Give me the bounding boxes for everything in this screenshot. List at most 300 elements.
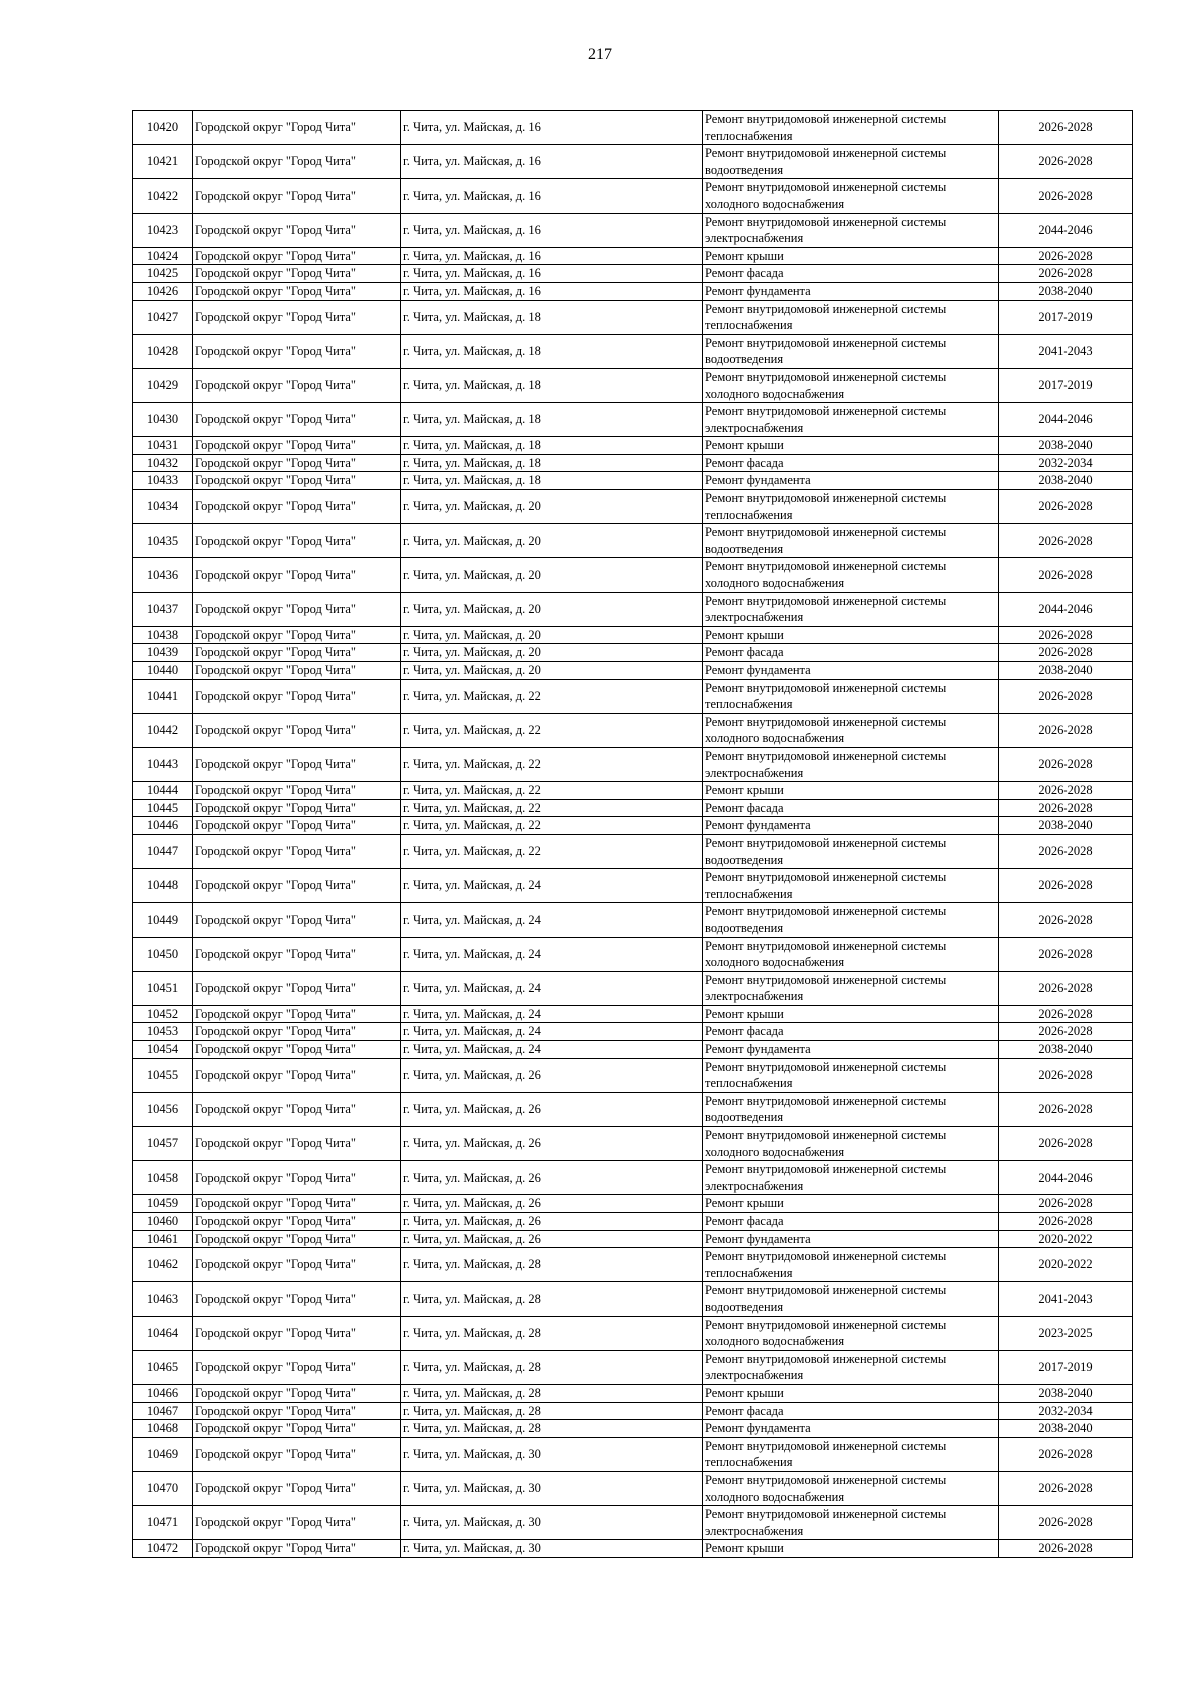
table-row — [133, 1282, 1133, 1316]
table-row — [133, 1316, 1133, 1350]
row-number-cell: 10438 — [133, 626, 193, 644]
row-number-cell: 10436 — [133, 558, 193, 592]
table-row — [133, 782, 1133, 800]
row-number-cell: 10434 — [133, 490, 193, 524]
period-cell: 2026-2028 — [999, 1005, 1133, 1023]
period-cell: 2026-2028 — [999, 834, 1133, 868]
work-type-cell: Ремонт внутридомовой инженерной системы холодного водоснабжения — [703, 1471, 999, 1505]
work-type-cell: Ремонт внутридомовой инженерной системы водоотведения — [703, 1282, 999, 1316]
work-type-cell: Ремонт внутридомовой инженерной системы водоотведения — [703, 834, 999, 868]
period-cell: 2026-2028 — [999, 937, 1133, 971]
period-cell: 2026-2028 — [999, 1437, 1133, 1471]
address-cell: г. Чита, ул. Майская, д. 18 — [401, 472, 703, 490]
table-row — [133, 1540, 1133, 1558]
work-type-cell: Ремонт фасада — [703, 1402, 999, 1420]
municipality-cell: Городской округ "Город Чита" — [193, 1213, 401, 1231]
municipality-cell: Городской округ "Город Чита" — [193, 817, 401, 835]
address-cell: г. Чита, ул. Майская, д. 16 — [401, 265, 703, 283]
address-cell: г. Чита, ул. Майская, д. 30 — [401, 1437, 703, 1471]
period-cell: 2038-2040 — [999, 817, 1133, 835]
period-cell: 2026-2028 — [999, 1213, 1133, 1231]
period-cell: 2044-2046 — [999, 213, 1133, 247]
period-cell: 2026-2028 — [999, 1195, 1133, 1213]
municipality-cell: Городской округ "Город Чита" — [193, 1005, 401, 1023]
address-cell: г. Чита, ул. Майская, д. 26 — [401, 1161, 703, 1195]
municipality-cell: Городской округ "Город Чита" — [193, 558, 401, 592]
row-number-cell: 10458 — [133, 1161, 193, 1195]
work-type-cell: Ремонт внутридомовой инженерной системы холодного водоснабжения — [703, 937, 999, 971]
period-cell: 2026-2028 — [999, 747, 1133, 781]
work-type-cell: Ремонт фундамента — [703, 1230, 999, 1248]
address-cell: г. Чита, ул. Майская, д. 28 — [401, 1420, 703, 1438]
work-type-cell: Ремонт внутридомовой инженерной системы электроснабжения — [703, 1506, 999, 1540]
municipality-cell: Городской округ "Город Чита" — [193, 1384, 401, 1402]
address-cell: г. Чита, ул. Майская, д. 18 — [401, 300, 703, 334]
work-type-cell: Ремонт внутридомовой инженерной системы электроснабжения — [703, 1161, 999, 1195]
address-cell: г. Чита, ул. Майская, д. 26 — [401, 1213, 703, 1231]
row-number-cell: 10429 — [133, 368, 193, 402]
work-type-cell: Ремонт внутридомовой инженерной системы теплоснабжения — [703, 1437, 999, 1471]
work-type-cell: Ремонт фасада — [703, 644, 999, 662]
work-type-cell: Ремонт внутридомовой инженерной системы теплоснабжения — [703, 679, 999, 713]
table-row — [133, 145, 1133, 179]
table-row — [133, 437, 1133, 455]
period-cell: 2017-2019 — [999, 1350, 1133, 1384]
period-cell: 2026-2028 — [999, 490, 1133, 524]
address-cell: г. Чита, ул. Майская, д. 28 — [401, 1402, 703, 1420]
work-type-cell: Ремонт внутридомовой инженерной системы электроснабжения — [703, 747, 999, 781]
row-number-cell: 10444 — [133, 782, 193, 800]
work-type-cell: Ремонт фундамента — [703, 1420, 999, 1438]
work-type-cell: Ремонт крыши — [703, 626, 999, 644]
period-cell: 2020-2022 — [999, 1230, 1133, 1248]
period-cell: 2041-2043 — [999, 1282, 1133, 1316]
work-type-cell: Ремонт фундамента — [703, 1041, 999, 1059]
municipality-cell: Городской округ "Город Чита" — [193, 1471, 401, 1505]
address-cell: г. Чита, ул. Майская, д. 28 — [401, 1248, 703, 1282]
row-number-cell: 10456 — [133, 1092, 193, 1126]
period-cell: 2026-2028 — [999, 179, 1133, 213]
row-number-cell: 10454 — [133, 1041, 193, 1059]
table-row — [133, 1471, 1133, 1505]
address-cell: г. Чита, ул. Майская, д. 18 — [401, 403, 703, 437]
row-number-cell: 10453 — [133, 1023, 193, 1041]
municipality-cell: Городской округ "Город Чита" — [193, 1127, 401, 1161]
work-type-cell: Ремонт внутридомовой инженерной системы электроснабжения — [703, 592, 999, 626]
work-type-cell: Ремонт крыши — [703, 247, 999, 265]
period-cell: 2026-2028 — [999, 524, 1133, 558]
work-type-cell: Ремонт фундамента — [703, 662, 999, 680]
table-row — [133, 1350, 1133, 1384]
period-cell: 2020-2022 — [999, 1248, 1133, 1282]
municipality-cell: Городской округ "Город Чита" — [193, 300, 401, 334]
table-row — [133, 1230, 1133, 1248]
period-cell: 2026-2028 — [999, 1471, 1133, 1505]
work-type-cell: Ремонт внутридомовой инженерной системы холодного водоснабжения — [703, 713, 999, 747]
work-type-cell: Ремонт внутридомовой инженерной системы водоотведения — [703, 1092, 999, 1126]
period-cell: 2026-2028 — [999, 1058, 1133, 1092]
row-number-cell: 10469 — [133, 1437, 193, 1471]
table-row — [133, 644, 1133, 662]
address-cell: г. Чита, ул. Майская, д. 18 — [401, 334, 703, 368]
row-number-cell: 10471 — [133, 1506, 193, 1540]
municipality-cell: Городской округ "Город Чита" — [193, 247, 401, 265]
municipality-cell: Городской округ "Город Чита" — [193, 747, 401, 781]
period-cell: 2026-2028 — [999, 145, 1133, 179]
row-number-cell: 10464 — [133, 1316, 193, 1350]
municipality-cell: Городской округ "Город Чита" — [193, 626, 401, 644]
row-number-cell: 10439 — [133, 644, 193, 662]
address-cell: г. Чита, ул. Майская, д. 22 — [401, 747, 703, 781]
row-number-cell: 10445 — [133, 799, 193, 817]
municipality-cell: Городской округ "Город Чита" — [193, 662, 401, 680]
table-row — [133, 971, 1133, 1005]
row-number-cell: 10468 — [133, 1420, 193, 1438]
table-row — [133, 111, 1133, 145]
table-row — [133, 282, 1133, 300]
table-row — [133, 1161, 1133, 1195]
municipality-cell: Городской округ "Город Чита" — [193, 1230, 401, 1248]
table-row — [133, 490, 1133, 524]
municipality-cell: Городской округ "Город Чита" — [193, 1092, 401, 1126]
table-row — [133, 1506, 1133, 1540]
address-cell: г. Чита, ул. Майская, д. 18 — [401, 454, 703, 472]
work-type-cell: Ремонт внутридомовой инженерной системы теплоснабжения — [703, 869, 999, 903]
row-number-cell: 10433 — [133, 472, 193, 490]
work-type-cell: Ремонт фундамента — [703, 817, 999, 835]
row-number-cell: 10457 — [133, 1127, 193, 1161]
municipality-cell: Городской округ "Город Чита" — [193, 1540, 401, 1558]
period-cell: 2038-2040 — [999, 282, 1133, 300]
row-number-cell: 10424 — [133, 247, 193, 265]
table-row — [133, 1041, 1133, 1059]
municipality-cell: Городской округ "Город Чита" — [193, 179, 401, 213]
municipality-cell: Городской округ "Город Чита" — [193, 1161, 401, 1195]
address-cell: г. Чита, ул. Майская, д. 24 — [401, 1023, 703, 1041]
table-row — [133, 626, 1133, 644]
table-row — [133, 1420, 1133, 1438]
table-row — [133, 1005, 1133, 1023]
municipality-cell: Городской округ "Город Чита" — [193, 524, 401, 558]
row-number-cell: 10449 — [133, 903, 193, 937]
address-cell: г. Чита, ул. Майская, д. 24 — [401, 971, 703, 1005]
municipality-cell: Городской округ "Город Чита" — [193, 592, 401, 626]
row-number-cell: 10443 — [133, 747, 193, 781]
municipality-cell: Городской округ "Город Чита" — [193, 437, 401, 455]
address-cell: г. Чита, ул. Майская, д. 30 — [401, 1471, 703, 1505]
municipality-cell: Городской округ "Город Чита" — [193, 1402, 401, 1420]
row-number-cell: 10421 — [133, 145, 193, 179]
address-cell: г. Чита, ул. Майская, д. 18 — [401, 437, 703, 455]
row-number-cell: 10462 — [133, 1248, 193, 1282]
municipality-cell: Городской округ "Город Чита" — [193, 472, 401, 490]
work-type-cell: Ремонт крыши — [703, 1540, 999, 1558]
row-number-cell: 10422 — [133, 179, 193, 213]
table-row — [133, 1384, 1133, 1402]
municipality-cell: Городской округ "Город Чита" — [193, 145, 401, 179]
row-number-cell: 10431 — [133, 437, 193, 455]
period-cell: 2026-2028 — [999, 247, 1133, 265]
work-type-cell: Ремонт внутридомовой инженерной системы водоотведения — [703, 524, 999, 558]
row-number-cell: 10465 — [133, 1350, 193, 1384]
municipality-cell: Городской округ "Город Чита" — [193, 1506, 401, 1540]
row-number-cell: 10460 — [133, 1213, 193, 1231]
municipality-cell: Городской округ "Город Чита" — [193, 368, 401, 402]
period-cell: 2026-2028 — [999, 111, 1133, 145]
period-cell: 2026-2028 — [999, 558, 1133, 592]
row-number-cell: 10450 — [133, 937, 193, 971]
row-number-cell: 10448 — [133, 869, 193, 903]
municipality-cell: Городской округ "Город Чита" — [193, 454, 401, 472]
row-number-cell: 10435 — [133, 524, 193, 558]
municipality-cell: Городской округ "Город Чита" — [193, 403, 401, 437]
address-cell: г. Чита, ул. Майская, д. 20 — [401, 592, 703, 626]
row-number-cell: 10470 — [133, 1471, 193, 1505]
period-cell: 2026-2028 — [999, 782, 1133, 800]
address-cell: г. Чита, ул. Майская, д. 26 — [401, 1195, 703, 1213]
table-row — [133, 247, 1133, 265]
municipality-cell: Городской округ "Город Чита" — [193, 1420, 401, 1438]
work-type-cell: Ремонт внутридомовой инженерной системы теплоснабжения — [703, 1248, 999, 1282]
work-type-cell: Ремонт фасада — [703, 799, 999, 817]
work-type-cell: Ремонт фасада — [703, 1023, 999, 1041]
period-cell: 2038-2040 — [999, 1420, 1133, 1438]
row-number-cell: 10437 — [133, 592, 193, 626]
work-type-cell: Ремонт крыши — [703, 1195, 999, 1213]
address-cell: г. Чита, ул. Майская, д. 16 — [401, 247, 703, 265]
period-cell: 2017-2019 — [999, 300, 1133, 334]
row-number-cell: 10451 — [133, 971, 193, 1005]
table-row — [133, 213, 1133, 247]
address-cell: г. Чита, ул. Майская, д. 30 — [401, 1540, 703, 1558]
work-type-cell: Ремонт внутридомовой инженерной системы холодного водоснабжения — [703, 368, 999, 402]
work-type-cell: Ремонт фасада — [703, 1213, 999, 1231]
address-cell: г. Чита, ул. Майская, д. 16 — [401, 282, 703, 300]
address-cell: г. Чита, ул. Майская, д. 22 — [401, 799, 703, 817]
address-cell: г. Чита, ул. Майская, д. 22 — [401, 817, 703, 835]
address-cell: г. Чита, ул. Майская, д. 20 — [401, 490, 703, 524]
row-number-cell: 10466 — [133, 1384, 193, 1402]
work-type-cell: Ремонт фундамента — [703, 282, 999, 300]
period-cell: 2026-2028 — [999, 626, 1133, 644]
address-cell: г. Чита, ул. Майская, д. 24 — [401, 1005, 703, 1023]
table-row — [133, 713, 1133, 747]
work-type-cell: Ремонт внутридомовой инженерной системы теплоснабжения — [703, 111, 999, 145]
municipality-cell: Городской округ "Город Чита" — [193, 971, 401, 1005]
table-row — [133, 937, 1133, 971]
work-type-cell: Ремонт фасада — [703, 265, 999, 283]
work-type-cell: Ремонт внутридомовой инженерной системы электроснабжения — [703, 971, 999, 1005]
work-type-cell: Ремонт внутридомовой инженерной системы электроснабжения — [703, 403, 999, 437]
table-row — [133, 300, 1133, 334]
municipality-cell: Городской округ "Город Чита" — [193, 869, 401, 903]
table-row — [133, 1058, 1133, 1092]
work-type-cell: Ремонт внутридомовой инженерной системы теплоснабжения — [703, 300, 999, 334]
address-cell: г. Чита, ул. Майская, д. 26 — [401, 1092, 703, 1126]
municipality-cell: Городской округ "Город Чита" — [193, 782, 401, 800]
row-number-cell: 10428 — [133, 334, 193, 368]
address-cell: г. Чита, ул. Майская, д. 24 — [401, 869, 703, 903]
municipality-cell: Городской округ "Город Чита" — [193, 679, 401, 713]
table-row — [133, 817, 1133, 835]
address-cell: г. Чита, ул. Майская, д. 24 — [401, 937, 703, 971]
table-row — [133, 903, 1133, 937]
row-number-cell: 10440 — [133, 662, 193, 680]
table-row — [133, 454, 1133, 472]
work-type-cell: Ремонт фасада — [703, 454, 999, 472]
municipality-cell: Городской округ "Город Чита" — [193, 937, 401, 971]
period-cell: 2041-2043 — [999, 334, 1133, 368]
municipality-cell: Городской округ "Город Чита" — [193, 1248, 401, 1282]
municipality-cell: Городской округ "Город Чита" — [193, 490, 401, 524]
municipality-cell: Городской округ "Город Чита" — [193, 282, 401, 300]
row-number-cell: 10446 — [133, 817, 193, 835]
row-number-cell: 10432 — [133, 454, 193, 472]
work-type-cell: Ремонт крыши — [703, 1384, 999, 1402]
table-body — [133, 111, 1133, 1558]
table-row — [133, 1195, 1133, 1213]
row-number-cell: 10459 — [133, 1195, 193, 1213]
address-cell: г. Чита, ул. Майская, д. 22 — [401, 679, 703, 713]
table-row — [133, 334, 1133, 368]
municipality-cell: Городской округ "Город Чита" — [193, 713, 401, 747]
work-type-cell: Ремонт внутридомовой инженерной системы холодного водоснабжения — [703, 1127, 999, 1161]
address-cell: г. Чита, ул. Майская, д. 24 — [401, 1041, 703, 1059]
municipality-cell: Городской округ "Город Чита" — [193, 644, 401, 662]
address-cell: г. Чита, ул. Майская, д. 26 — [401, 1058, 703, 1092]
table-row — [133, 747, 1133, 781]
table-row — [133, 834, 1133, 868]
municipality-cell: Городской округ "Город Чита" — [193, 1023, 401, 1041]
address-cell: г. Чита, ул. Майская, д. 24 — [401, 903, 703, 937]
municipality-cell: Городской округ "Город Чита" — [193, 1041, 401, 1059]
table-row — [133, 1092, 1133, 1126]
address-cell: г. Чита, ул. Майская, д. 16 — [401, 145, 703, 179]
table-row — [133, 662, 1133, 680]
period-cell: 2032-2034 — [999, 1402, 1133, 1420]
table-row — [133, 1437, 1133, 1471]
row-number-cell: 10463 — [133, 1282, 193, 1316]
period-cell: 2038-2040 — [999, 437, 1133, 455]
work-type-cell: Ремонт внутридомовой инженерной системы холодного водоснабжения — [703, 1316, 999, 1350]
work-type-cell: Ремонт внутридомовой инженерной системы холодного водоснабжения — [703, 179, 999, 213]
work-type-cell: Ремонт внутридомовой инженерной системы теплоснабжения — [703, 1058, 999, 1092]
address-cell: г. Чита, ул. Майская, д. 30 — [401, 1506, 703, 1540]
row-number-cell: 10420 — [133, 111, 193, 145]
work-type-cell: Ремонт внутридомовой инженерной системы водоотведения — [703, 145, 999, 179]
municipality-cell: Городской округ "Город Чита" — [193, 213, 401, 247]
period-cell: 2026-2028 — [999, 903, 1133, 937]
table-row — [133, 799, 1133, 817]
row-number-cell: 10455 — [133, 1058, 193, 1092]
period-cell: 2026-2028 — [999, 869, 1133, 903]
period-cell: 2026-2028 — [999, 971, 1133, 1005]
period-cell: 2026-2028 — [999, 679, 1133, 713]
period-cell: 2044-2046 — [999, 1161, 1133, 1195]
table-row — [133, 368, 1133, 402]
municipality-cell: Городской округ "Город Чита" — [193, 1058, 401, 1092]
repair-schedule-table — [132, 110, 1133, 1558]
table-row — [133, 524, 1133, 558]
row-number-cell: 10430 — [133, 403, 193, 437]
row-number-cell: 10447 — [133, 834, 193, 868]
address-cell: г. Чита, ул. Майская, д. 16 — [401, 111, 703, 145]
period-cell: 2026-2028 — [999, 1092, 1133, 1126]
work-type-cell: Ремонт фундамента — [703, 472, 999, 490]
address-cell: г. Чита, ул. Майская, д. 26 — [401, 1127, 703, 1161]
municipality-cell: Городской округ "Город Чита" — [193, 799, 401, 817]
table-row — [133, 403, 1133, 437]
table-row — [133, 1248, 1133, 1282]
row-number-cell: 10423 — [133, 213, 193, 247]
work-type-cell: Ремонт крыши — [703, 437, 999, 455]
address-cell: г. Чита, ул. Майская, д. 20 — [401, 524, 703, 558]
period-cell: 2026-2028 — [999, 1023, 1133, 1041]
table-row — [133, 869, 1133, 903]
municipality-cell: Городской округ "Город Чита" — [193, 334, 401, 368]
address-cell: г. Чита, ул. Майская, д. 16 — [401, 213, 703, 247]
table-row — [133, 472, 1133, 490]
table-row — [133, 592, 1133, 626]
table-row — [133, 679, 1133, 713]
period-cell: 2044-2046 — [999, 592, 1133, 626]
period-cell: 2017-2019 — [999, 368, 1133, 402]
period-cell: 2026-2028 — [999, 644, 1133, 662]
period-cell: 2026-2028 — [999, 713, 1133, 747]
period-cell: 2026-2028 — [999, 799, 1133, 817]
municipality-cell: Городской округ "Город Чита" — [193, 1282, 401, 1316]
period-cell: 2038-2040 — [999, 1384, 1133, 1402]
period-cell: 2023-2025 — [999, 1316, 1133, 1350]
address-cell: г. Чита, ул. Майская, д. 18 — [401, 368, 703, 402]
address-cell: г. Чита, ул. Майская, д. 20 — [401, 558, 703, 592]
address-cell: г. Чита, ул. Майская, д. 22 — [401, 713, 703, 747]
work-type-cell: Ремонт крыши — [703, 1005, 999, 1023]
address-cell: г. Чита, ул. Майская, д. 20 — [401, 644, 703, 662]
work-type-cell: Ремонт внутридомовой инженерной системы электроснабжения — [703, 1350, 999, 1384]
address-cell: г. Чита, ул. Майская, д. 28 — [401, 1350, 703, 1384]
municipality-cell: Городской округ "Город Чита" — [193, 1195, 401, 1213]
address-cell: г. Чита, ул. Майская, д. 22 — [401, 834, 703, 868]
municipality-cell: Городской округ "Город Чита" — [193, 1350, 401, 1384]
municipality-cell: Городской округ "Город Чита" — [193, 834, 401, 868]
period-cell: 2026-2028 — [999, 1506, 1133, 1540]
period-cell: 2044-2046 — [999, 403, 1133, 437]
municipality-cell: Городской округ "Город Чита" — [193, 265, 401, 283]
municipality-cell: Городской округ "Город Чита" — [193, 903, 401, 937]
row-number-cell: 10467 — [133, 1402, 193, 1420]
address-cell: г. Чита, ул. Майская, д. 28 — [401, 1384, 703, 1402]
period-cell: 2026-2028 — [999, 1127, 1133, 1161]
row-number-cell: 10425 — [133, 265, 193, 283]
municipality-cell: Городской округ "Город Чита" — [193, 1316, 401, 1350]
address-cell: г. Чита, ул. Майская, д. 20 — [401, 662, 703, 680]
row-number-cell: 10461 — [133, 1230, 193, 1248]
address-cell: г. Чита, ул. Майская, д. 28 — [401, 1282, 703, 1316]
work-type-cell: Ремонт внутридомовой инженерной системы теплоснабжения — [703, 490, 999, 524]
work-type-cell: Ремонт внутридомовой инженерной системы электроснабжения — [703, 213, 999, 247]
address-cell: г. Чита, ул. Майская, д. 26 — [401, 1230, 703, 1248]
page-number: 217 — [588, 46, 612, 63]
table-row — [133, 265, 1133, 283]
municipality-cell: Городской округ "Город Чита" — [193, 111, 401, 145]
address-cell: г. Чита, ул. Майская, д. 22 — [401, 782, 703, 800]
row-number-cell: 10441 — [133, 679, 193, 713]
period-cell: 2026-2028 — [999, 265, 1133, 283]
period-cell: 2038-2040 — [999, 472, 1133, 490]
row-number-cell: 10427 — [133, 300, 193, 334]
period-cell: 2032-2034 — [999, 454, 1133, 472]
